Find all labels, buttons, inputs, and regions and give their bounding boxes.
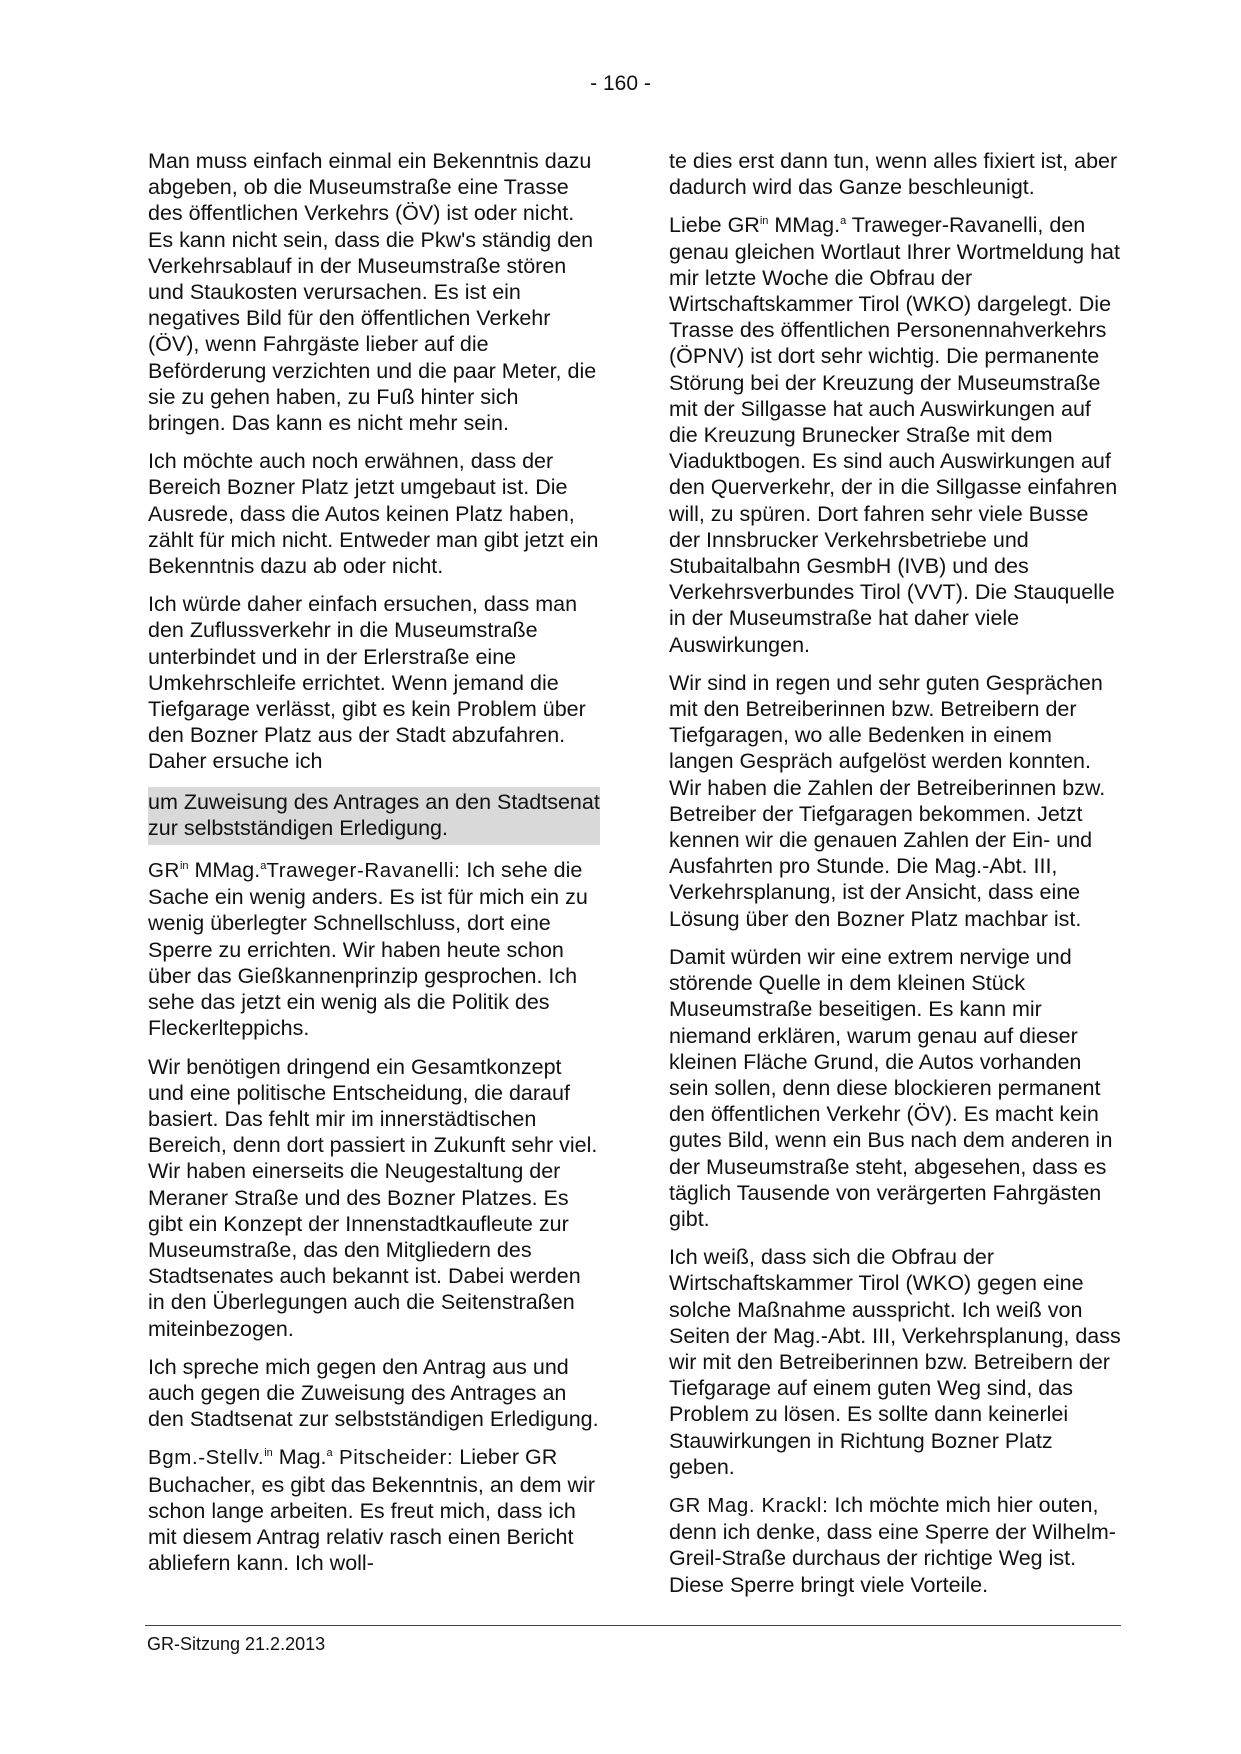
- speaker-prefix: Bgm.-Stellv.: [148, 1446, 265, 1470]
- speaker-paragraph: [148, 857, 600, 1041]
- left-column: [148, 148, 600, 1588]
- footer-divider: [145, 1625, 1121, 1626]
- speaker-name: Pitscheider:: [332, 1446, 454, 1470]
- speaker-title: MMag.: [188, 858, 261, 883]
- paragraph: Wir benötigen dringend ein Gesamtkonzept und eine politische Entscheidung, die darauf basiert. Das fehlt mir im innerstädtischen Bereich, denn dort passiert in Zukunft sehr viel. Wir haben einerseits die Neugestaltung der Meraner Straße und des Bozner Platzes. Es gibt ein Konzept der Innenstadtkaufleute zur Museumstraße, das den Mitgliedern des Stadtsenates auch bekannt ist. Dabei werden in den Überlegungen auch die Seitenstraßen miteinbezogen.: [148, 1054, 598, 1341]
- paragraph: [669, 212, 1121, 657]
- paragraph-text: Traweger-Ravanelli, den genau gleichen Wortlaut Ihrer Wortmeldung hat mir letzte Woche die Obfrau der Wirtschaftskammer Tirol (WKO) dargelegt. Die Trasse des öffentlichen Personennahverkehrs (ÖPNV) ist dort sehr wichtig. Die permanente Störung bei der Kreuzung der Museumstraße mit der Sillgasse hat auch Auswirkungen auf die Kreuzung Brunecker Straße mit dem Viaduktbogen. Es sind auch Auswirkungen auf den Querverkehr, der in die Sillgasse einfahren will, zu spüren. Dort fahren sehr viele Busse der Innsbrucker Verkehrsbetriebe und Stubaitalbahn GesmbH (IVB) und des Verkehrsverbundes Tirol (VVT). Die Stauquelle in der Museumstraße hat daher viele Auswirkungen.: [669, 213, 1120, 657]
- paragraph: Man muss einfach einmal ein Bekenntnis dazu abgeben, ob die Museumstraße eine Trasse des öffentlichen Verkehrs (ÖV) ist oder nicht. Es kann nicht sein, dass die Pkw's ständig den Verkehrsablauf in der Museumstraße stören und Staukosten verursachen. Es ist ein negatives Bild für den öffentlichen Verkehr (ÖV), wenn Fahrgäste lieber auf die Beförderung verzichten und die paar Meter, die sie zu gehen haben, zu Fuß hinter sich bringen. Das kann es nicht mehr sein.: [148, 149, 597, 436]
- speaker-prefix: GR: [148, 859, 180, 883]
- speaker-name: GR Mag. Krackl:: [669, 1493, 829, 1517]
- speaker-paragraph: [669, 1492, 1121, 1598]
- paragraph: Ich würde daher einfach ersuchen, dass man den Zuflussverkehr in die Museumstraße unterbindet und in der Erlerstraße eine Umkehrschleife errichtet. Wenn jemand die Tiefgarage verlässt, gibt es kein Problem über den Bozner Platz aus der Stadt abzufahren. Daher ersuche ich: [148, 592, 586, 774]
- superscript: in: [264, 1447, 273, 1460]
- paragraph-title: MMag.: [768, 213, 841, 238]
- superscript: in: [759, 215, 769, 228]
- superscript: a: [326, 1447, 333, 1460]
- footer-text: GR-Sitzung 21.2.2013: [147, 1634, 326, 1654]
- speaker-name: Traweger-Ravanelli:: [266, 859, 461, 883]
- paragraph: te dies erst dann tun, wenn alles fixiert ist, aber dadurch wird das Ganze beschleunigt.: [669, 149, 1118, 200]
- paragraph: Damit würden wir eine extrem nervige und störende Quelle in dem kleinen Stück Museumstraße beseitigen. Es kann mir niemand erklären, warum genau auf dieser kleinen Fläche Grund, die Autos vorhanden sein sollen, denn diese blockieren permanent den öffentlichen Verkehr (ÖV). Es macht kein gutes Bild, wenn ein Bus nach dem anderen in der Museumstraße steht, abgesehen, dass es täglich Tausende von verärgerten Fahrgästen gibt.: [669, 944, 1113, 1231]
- motion-highlight: um Zuweisung des Antrages an den Stadtsenat zur selbstständigen Erledigung.: [148, 787, 600, 845]
- page-number: - 160 -: [590, 72, 651, 95]
- speech-text: Lieber GR Buchacher, es gibt das Bekenntnis, an dem wir schon lange arbeiten. Es freut mich, dass ich mit diesem Antrag relativ rasch einen Bericht abliefern kann. Ich woll-: [148, 1445, 595, 1576]
- speech-text: Ich sehe die Sache ein wenig anders. Es ist für mich ein zu wenig überlegter Schnellschluss, dort eine Sperre zu errichten. Wir haben heute schon über das Gießkannenprinzip gesprochen. Ich sehe das jetzt ein wenig als die Politik des Fleckerlteppichs.: [148, 858, 588, 1041]
- right-column: [669, 148, 1121, 1610]
- paragraph: Ich möchte auch noch erwähnen, dass der Bereich Bozner Platz jetzt umgebaut ist. Die Ausrede, dass die Autos keinen Platz haben, zählt für mich nicht. Entweder man gibt jetzt ein Bekenntnis dazu ab oder nicht.: [148, 449, 599, 579]
- speaker-title: Mag.: [272, 1445, 327, 1470]
- speech-text: Ich möchte mich hier outen, denn ich denke, dass eine Sperre der Wilhelm-Greil-Straße durchaus der richtige Weg ist. Diese Sperre bringt viele Vorteile.: [669, 1492, 1116, 1597]
- superscript: a: [260, 859, 267, 872]
- paragraph-lead: Liebe GR: [669, 213, 760, 238]
- paragraph: Ich weiß, dass sich die Obfrau der Wirtschaftskammer Tirol (WKO) gegen eine solche Maßnahme ausspricht. Ich weiß von Seiten der Mag.-Abt. III, Verkehrsplanung, dass wir mit den Betreiberinnen bzw. Betreibern der Tiefgarage auf einem guten Weg sind, das Problem zu lösen. Es sollte dann keinerlei Stauwirkungen in Richtung Bozner Platz geben.: [669, 1245, 1121, 1479]
- superscript: in: [179, 859, 189, 872]
- speaker-paragraph: [148, 1444, 600, 1576]
- superscript: a: [840, 215, 847, 228]
- paragraph: Ich spreche mich gegen den Antrag aus und auch gegen die Zuweisung des Antrages an den Stadtsenat zur selbstständigen Erledigung.: [148, 1354, 599, 1432]
- paragraph: Wir sind in regen und sehr guten Gesprächen mit den Betreiberinnen bzw. Betreibern der Tiefgaragen, wo alle Bedenken in einem langen Gespräch aufgelöst werden konnten. Wir haben die Zahlen der Betreiberinnen bzw. Betreiber der Tiefgaragen bekommen. Jetzt kennen wir die genauen Zahlen der Ein- und Ausfahrten pro Stunde. Die Mag.-Abt. III, Verkehrsplanung, ist der Ansicht, dass eine Lösung über den Bozner Platz machbar ist.: [669, 670, 1106, 931]
